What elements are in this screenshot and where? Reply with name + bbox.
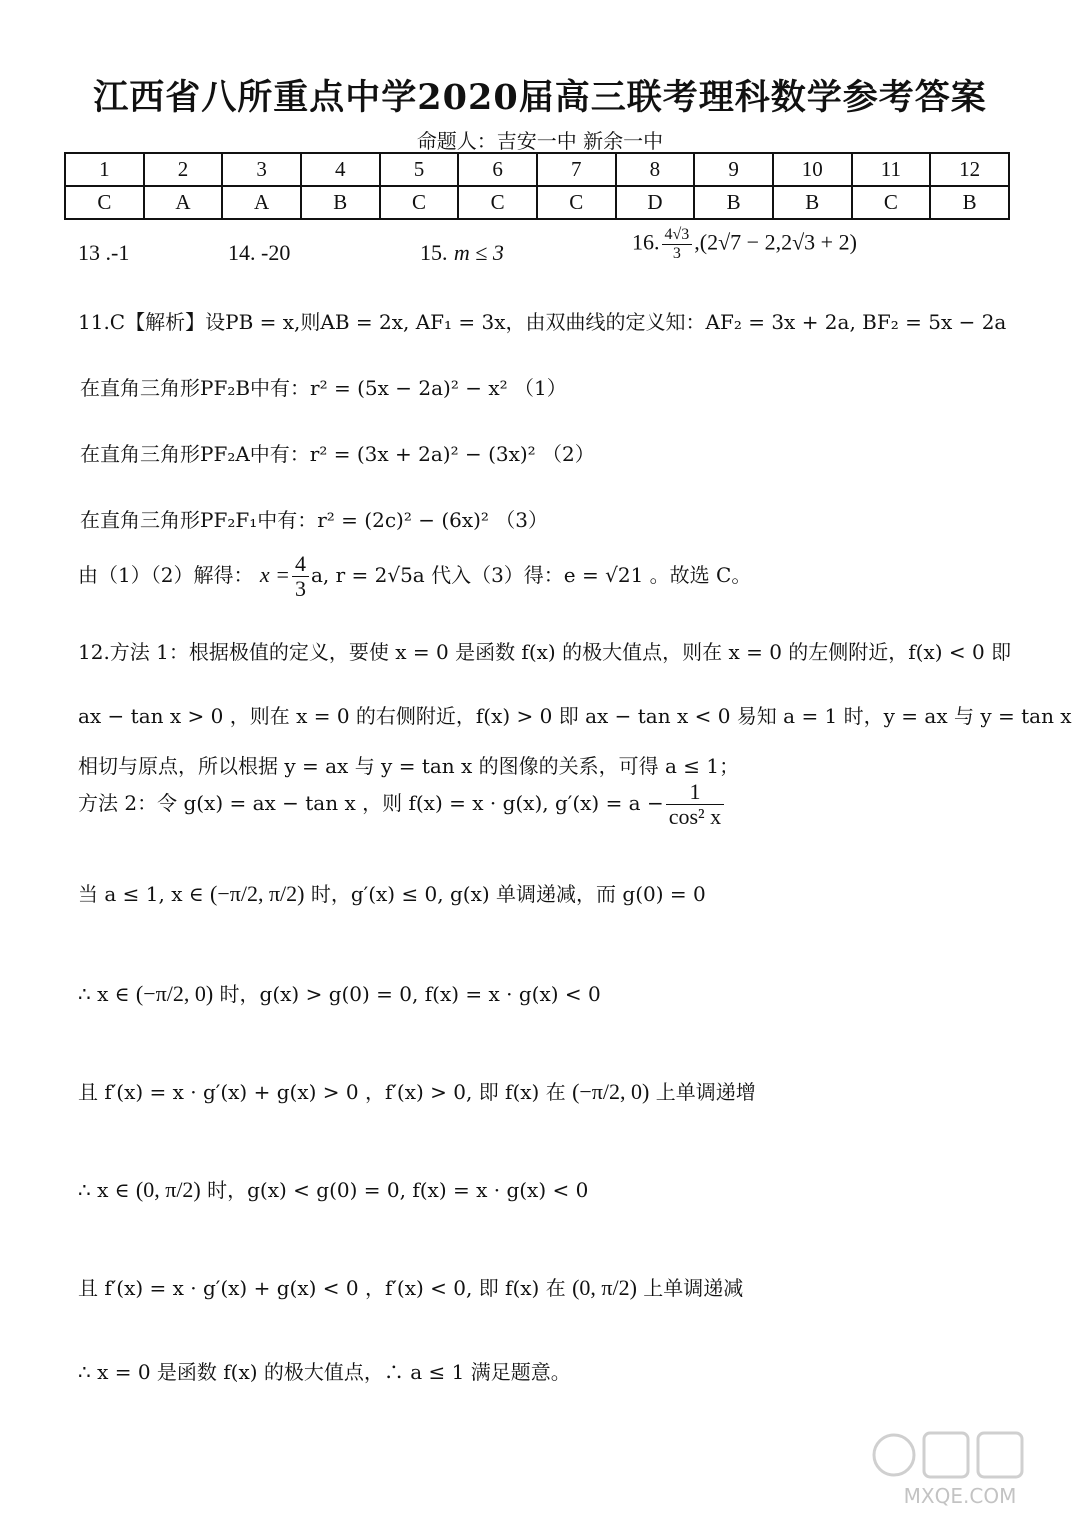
- answer-15: [420, 240, 504, 266]
- step-prefix: 且 f′(x) = x · g′(x) + g(x) > 0 ，f′(x) > 0, 即 f(x) 在: [78, 1080, 566, 1104]
- table-cell: 8: [616, 153, 695, 186]
- table-cell: C: [852, 186, 931, 219]
- table-cell: 3: [222, 153, 301, 186]
- q12-method2-definition: [78, 780, 726, 829]
- fraction-numerator: 1: [666, 780, 724, 805]
- table-cell: C: [380, 186, 459, 219]
- fraction-denominator: 3: [294, 576, 306, 602]
- fraction-denominator: cos² x: [668, 804, 722, 830]
- step-suffix: 时，g′(x) ≤ 0, g(x) 单调递减，而 g(0) = 0: [310, 882, 706, 906]
- q11-solution-suffix: a, r = 2√5a 代入（3）得：e = √21 。故选 C。: [310, 563, 752, 588]
- table-cell: B: [930, 186, 1009, 219]
- table-cell: 10: [773, 153, 852, 186]
- watermark-logo: [860, 1415, 1060, 1515]
- q11-solution-x: x =: [259, 562, 290, 588]
- q12-conclusion: ∴ x = 0 是函数 f(x) 的极大值点，∴ a ≤ 1 满足题意。: [78, 1360, 571, 1384]
- table-cell: B: [694, 186, 773, 219]
- step-prefix: 且 f′(x) = x · g′(x) + g(x) < 0 ，f′(x) < 0, 即 f(x) 在: [78, 1276, 566, 1300]
- q11-solution-prefix: 由（1）（2）解得：: [78, 563, 254, 588]
- table-cell: C: [65, 186, 144, 219]
- answer-16-label: 16.: [632, 229, 660, 255]
- answer-table: [64, 152, 1010, 220]
- step-prefix: ∴ x ∈: [78, 982, 130, 1006]
- q12-method1-line1: 12.方法 1：根据极值的定义，要使 x = 0 是函数 f(x) 的极大值点，则在 x = 0 的左侧附近，f(x) < 0 即: [78, 640, 1012, 664]
- q11-solution: [78, 552, 751, 601]
- table-cell: 9: [694, 153, 773, 186]
- watermark-text: MXQE.COM: [903, 1484, 1017, 1508]
- q12-step-2: [78, 978, 601, 1007]
- q12-method2-prefix: 方法 2：令 g(x) = ax − tan x ，则 f(x) = x · g(x), g′(x) = a −: [78, 791, 664, 816]
- table-cell: B: [773, 186, 852, 219]
- table-cell: 2: [144, 153, 223, 186]
- page-subtitle: 命题人：吉安一中 新余一中: [416, 129, 664, 153]
- step-suffix: 上单调递减: [643, 1276, 744, 1300]
- step-interval: (−π/2, 0): [572, 1079, 650, 1104]
- table-cell: 4: [301, 153, 380, 186]
- q11-equation-3: 在直角三角形PF₂F₁中有：r² = (2c)² − (6x)² （3）: [80, 508, 549, 532]
- step-suffix: 时，g(x) > g(0) = 0, f(x) = x · g(x) < 0: [219, 982, 601, 1006]
- table-cell: 11: [852, 153, 931, 186]
- fraction-numerator: 4√3: [662, 226, 693, 245]
- step-prefix: ∴ x ∈: [78, 1178, 130, 1202]
- answer-16-interval: ,(2√7 − 2,2√3 + 2): [694, 229, 857, 255]
- answer-13: 13 .-1: [78, 240, 130, 265]
- q12-step-1: [78, 878, 706, 907]
- table-cell: A: [222, 186, 301, 219]
- answer-16-fraction: [662, 226, 693, 262]
- table-cell: C: [458, 186, 537, 219]
- q11-equation-1: 在直角三角形PF₂B中有：r² = (5x − 2a)² − x² （1）: [80, 376, 567, 400]
- step-suffix: 上单调递增: [655, 1080, 756, 1104]
- table-cell: 12: [930, 153, 1009, 186]
- table-cell: 6: [458, 153, 537, 186]
- table-cell: 7: [537, 153, 616, 186]
- answer-14: 14. -20: [228, 240, 291, 265]
- table-cell: C: [537, 186, 616, 219]
- answer-15-expr: m ≤ 3: [453, 240, 504, 265]
- step-interval: (−π/2, 0): [135, 981, 214, 1006]
- step-interval: (−π/2, π/2): [210, 881, 305, 906]
- table-cell: A: [144, 186, 223, 219]
- q11-equation-2: 在直角三角形PF₂A中有：r² = (3x + 2a)² − (3x)² （2）: [80, 442, 595, 466]
- q12-step-3: [78, 1076, 756, 1105]
- answer-table-answers-row: [65, 186, 1009, 219]
- step-interval: (0, π/2): [135, 1177, 201, 1202]
- step-prefix: 当 a ≤ 1, x ∈: [78, 882, 204, 906]
- fraction-denominator: 3: [672, 244, 681, 262]
- table-cell: D: [616, 186, 695, 219]
- step-interval: (0, π/2): [572, 1275, 637, 1300]
- q11-intro: 11.C【解析】设PB = x,则AB = 2x, AF₁ = 3x，由双曲线的定义知：AF₂ = 3x + 2a, BF₂ = 5x − 2a: [78, 310, 1007, 334]
- table-cell: B: [301, 186, 380, 219]
- step-suffix: 时，g(x) < g(0) = 0, f(x) = x · g(x) < 0: [207, 1178, 589, 1202]
- table-cell: 5: [380, 153, 459, 186]
- q12-step-5: [78, 1272, 743, 1301]
- answer-table-numbers-row: [65, 153, 1009, 186]
- answer-16: [632, 226, 857, 262]
- page-title: 江西省八所重点中学2020届高三联考理科数学参考答案: [93, 77, 987, 118]
- q12-method2-fraction: [666, 780, 724, 829]
- fraction-numerator: 4: [292, 552, 309, 577]
- q12-method1-line2: ax − tan x > 0 ，则在 x = 0 的右侧附近，f(x) > 0 即 ax − tan x < 0 易知 a = 1 时，y = ax 与 y = tan x: [78, 704, 1072, 728]
- q11-fraction: [292, 552, 309, 601]
- q12-method1-line3: 相切与原点，所以根据 y = ax 与 y = tan x 的图像的关系，可得 a ≤ 1；: [78, 754, 740, 778]
- table-cell: 1: [65, 153, 144, 186]
- answer-15-label: 15.: [420, 240, 448, 265]
- q12-step-4: [78, 1174, 588, 1203]
